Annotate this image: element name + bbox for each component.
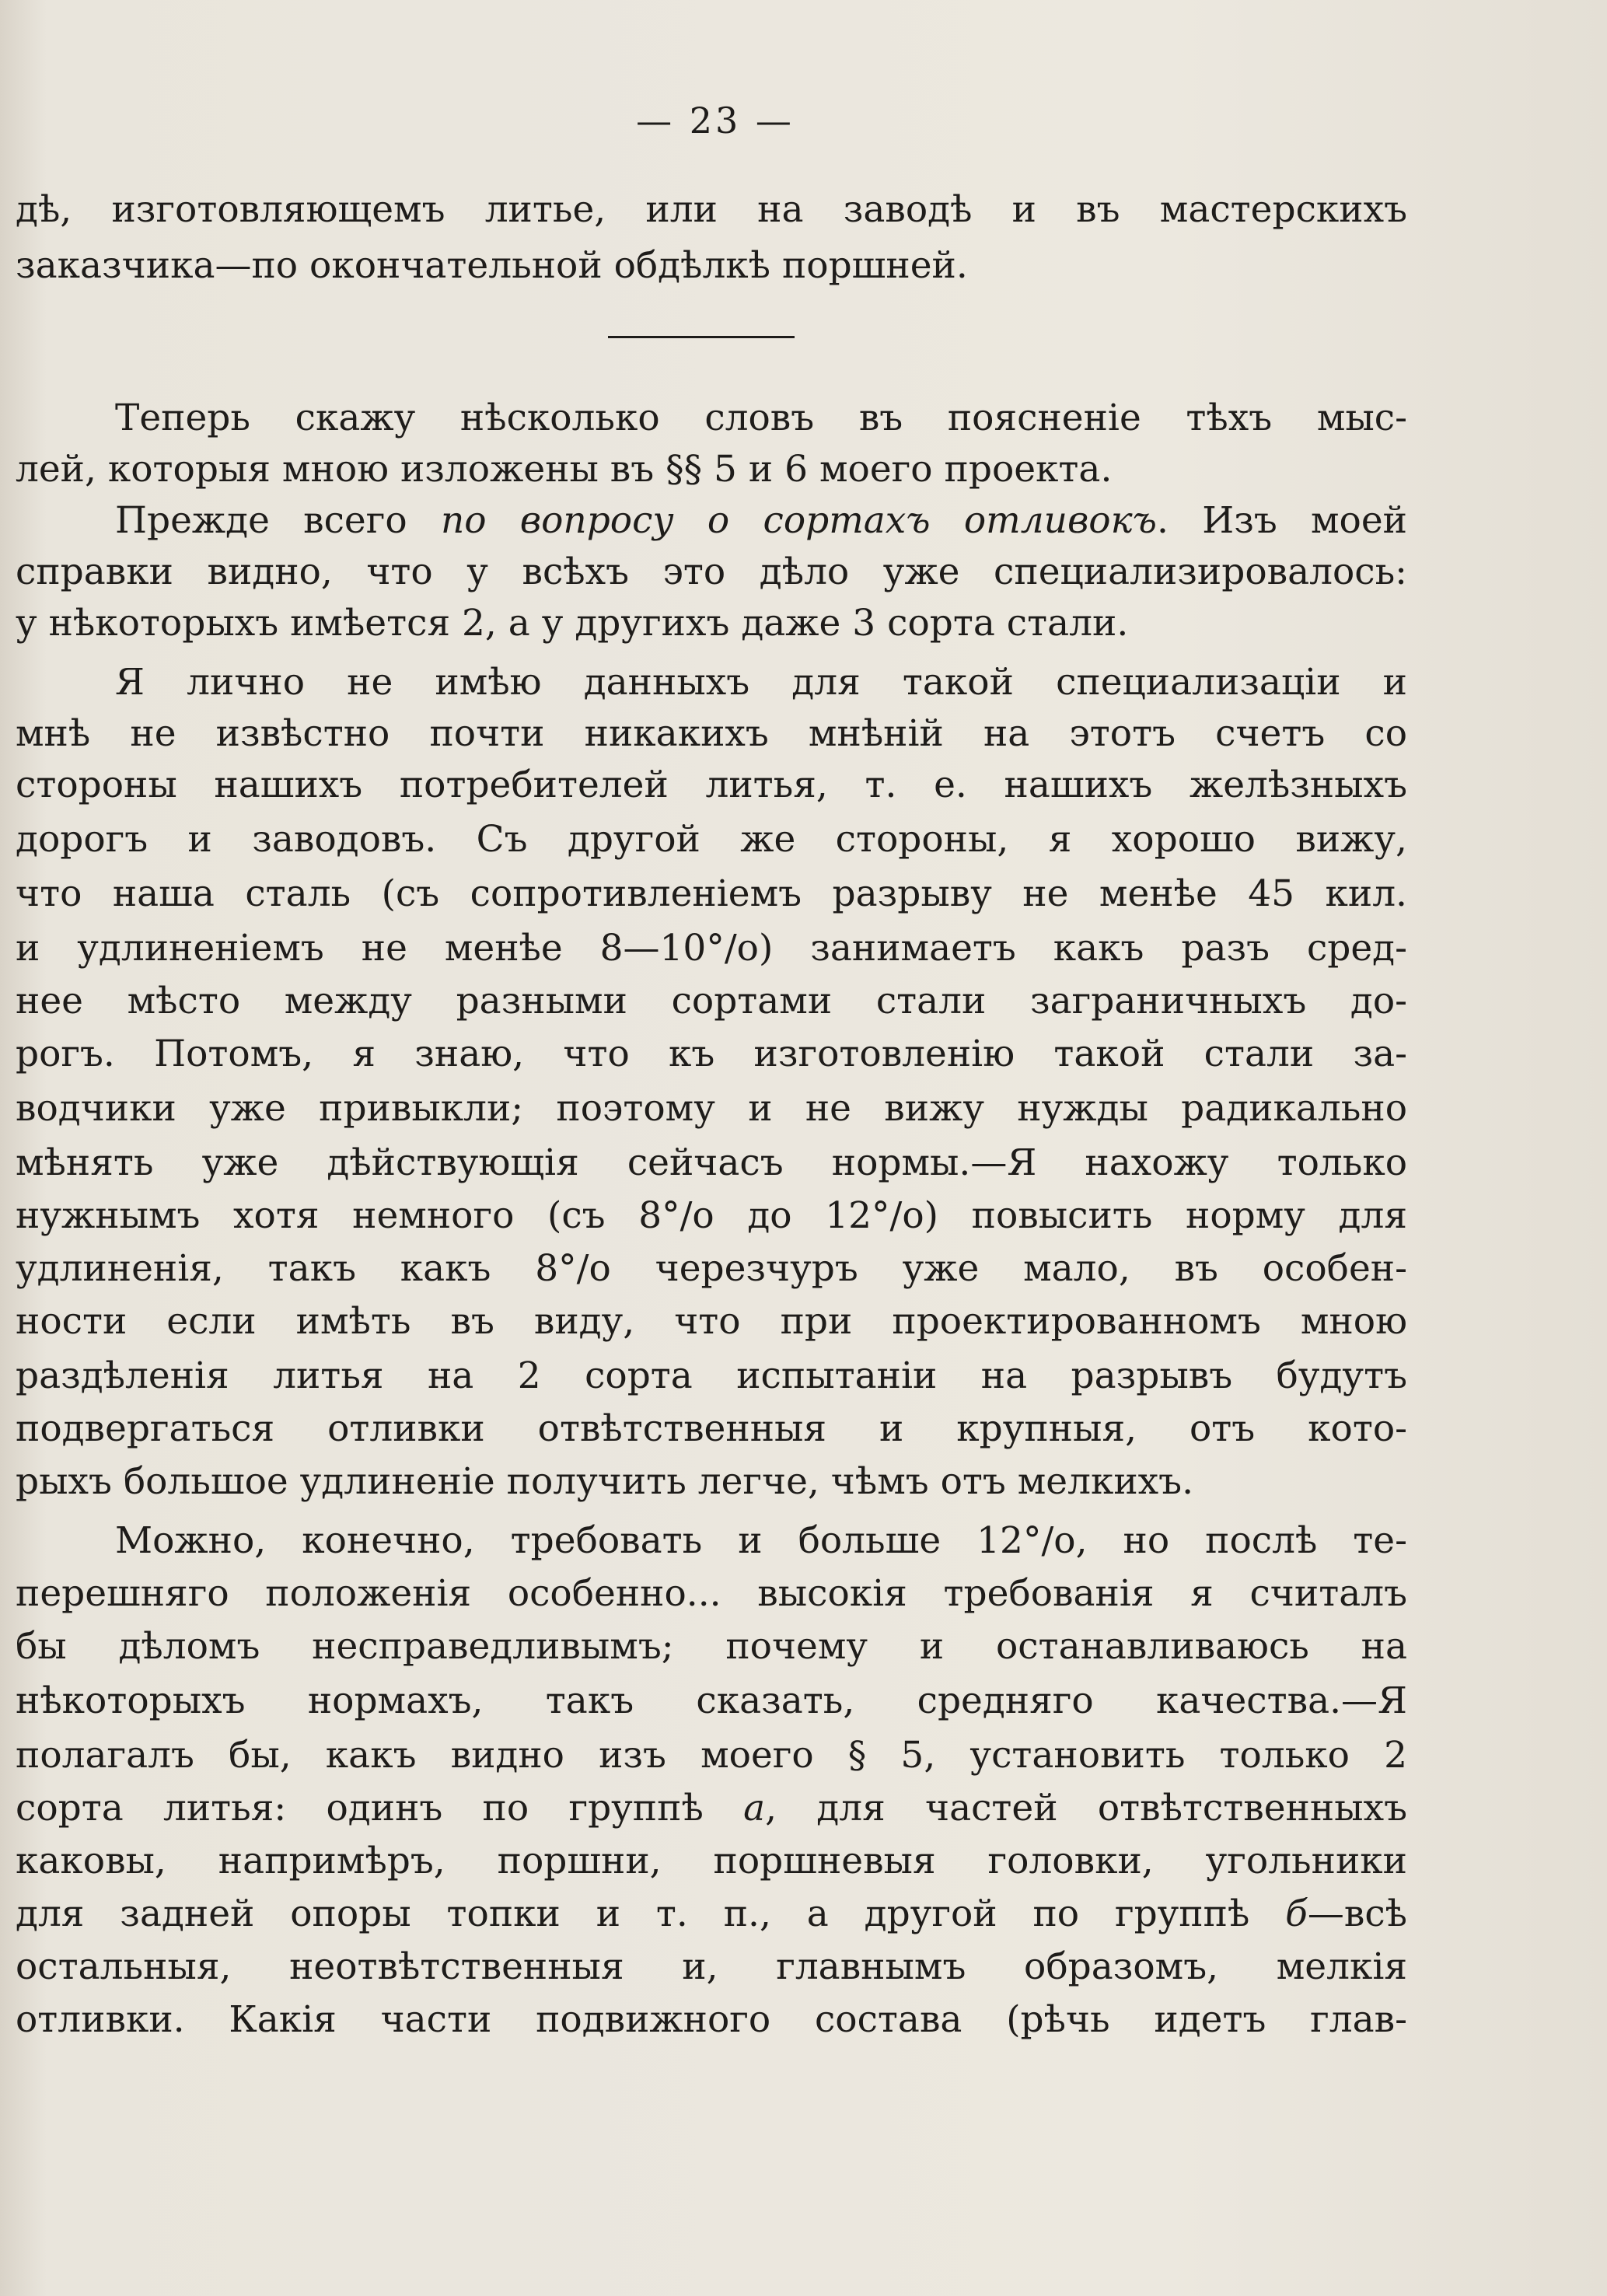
text-line-content: водчики уже привыкли; поэтому и не вижу нужды радикально bbox=[16, 1087, 1407, 1130]
text-line bbox=[16, 1623, 1407, 1670]
text-line bbox=[16, 187, 1407, 233]
text-line-content: справки видно, что у всѣхъ это дѣло уже специализировалось: bbox=[16, 550, 1407, 593]
text-line bbox=[16, 871, 1407, 917]
text-line bbox=[16, 1140, 1407, 1186]
text-line-content: полагалъ бы, какъ видно изъ моего § 5, установить только 2 bbox=[16, 1734, 1407, 1777]
text-line-content: дорогъ и заводовъ. Съ другой же стороны, я хорошо вижу, bbox=[16, 818, 1407, 861]
text-line-content: лей, которыя мною изложены въ §§ 5 и 6 моего проекта. bbox=[16, 448, 1113, 491]
text-line bbox=[115, 395, 1407, 442]
text-line-content: нѣкоторыхъ нормахъ, такъ сказать, средняго качества.—Я bbox=[16, 1679, 1407, 1722]
text-line-content: подвергаться отливки отвѣтственныя и крупныя, отъ кото- bbox=[16, 1407, 1407, 1450]
text-line-content: дѣ, изготовляющемъ литье, или на заводѣ и въ мастерскихъ bbox=[16, 188, 1407, 231]
text-line-content: Можно, конечно, требовать и больше 12°/o, но послѣ те- bbox=[115, 1519, 1407, 1562]
text-line-content: Я лично не имѣю данныхъ для такой специализаціи и bbox=[115, 661, 1407, 704]
text-line bbox=[16, 1246, 1407, 1292]
text-line bbox=[16, 1193, 1407, 1239]
text-line-content: бы дѣломъ несправедливымъ; почему и останавливаюсь на bbox=[16, 1625, 1407, 1668]
text-line-content: нужнымъ хотя немного (съ 8°/o до 12°/o) повысить норму для bbox=[16, 1194, 1407, 1237]
text-line bbox=[16, 1891, 1407, 1938]
text-line-content: мнѣ не извѣстно почти никакихъ мнѣній на этотъ счетъ со bbox=[16, 712, 1407, 755]
text-line bbox=[16, 1459, 1407, 1505]
text-line bbox=[16, 549, 1407, 596]
text-line bbox=[16, 1944, 1407, 1990]
text-line-content: стороны нашихъ потребителей литья, т. е. нашихъ желѣзныхъ bbox=[16, 764, 1407, 806]
text-line bbox=[16, 446, 1407, 493]
section-divider bbox=[608, 336, 795, 338]
text-line-content: остальныя, неотвѣтственныя и, главнымъ образомъ, мелкія bbox=[16, 1945, 1407, 1988]
text-line bbox=[16, 1571, 1407, 1617]
text-line bbox=[16, 1298, 1407, 1345]
text-line bbox=[16, 1732, 1407, 1779]
text-line bbox=[16, 243, 1407, 289]
text-line bbox=[16, 1031, 1407, 1078]
page-number: — 23 — bbox=[636, 100, 795, 142]
text-line bbox=[16, 1838, 1407, 1885]
text-line bbox=[16, 1353, 1407, 1400]
text-line bbox=[115, 498, 1407, 544]
text-line-content: у нѣкоторыхъ имѣется 2, а у другихъ даже 3 сорта стали. bbox=[16, 602, 1129, 645]
text-line-content: нее мѣсто между разными сортами стали заграничныхъ до- bbox=[16, 980, 1407, 1022]
text-line-content: рогъ. Потомъ, я знаю, что къ изготовленію такой стали за- bbox=[16, 1033, 1407, 1075]
text-line bbox=[16, 1785, 1407, 1832]
text-line bbox=[16, 978, 1407, 1025]
text-line bbox=[115, 1518, 1407, 1564]
text-line-content: отливки. Какія части подвижного состава (рѣчь идетъ глав- bbox=[16, 1998, 1407, 2041]
italic-emphasis: а bbox=[743, 1787, 766, 1829]
text-line-content: мѣнять уже дѣйствующія сейчасъ нормы.—Я нахожу только bbox=[16, 1141, 1407, 1184]
text-line-content: раздѣленія литья на 2 сорта испытаніи на разрывъ будутъ bbox=[16, 1354, 1407, 1397]
text-line bbox=[16, 816, 1407, 863]
text-line-content: каковы, напримѣръ, поршни, поршневыя головки, угольники bbox=[16, 1840, 1407, 1882]
text-line-content: для задней опоры топки и т. п., а другой по группѣ bbox=[16, 1892, 1286, 1935]
text-line-content: и удлиненіемъ не менѣе 8—10°/o) занимаетъ какъ разъ сред- bbox=[16, 927, 1407, 970]
italic-emphasis: по вопросу о сортахъ отливокъ bbox=[440, 499, 1157, 542]
text-line bbox=[16, 762, 1407, 809]
text-line-content: Прежде всего bbox=[115, 499, 441, 542]
text-line bbox=[16, 1406, 1407, 1452]
text-line-content: —всѣ bbox=[1307, 1892, 1407, 1935]
text-line-content: перешняго положенія особенно... высокія требованія я считалъ bbox=[16, 1572, 1407, 1615]
text-line bbox=[16, 925, 1407, 972]
text-line-content: . Изъ моей bbox=[1157, 499, 1407, 542]
text-line-content: удлиненія, такъ какъ 8°/o черезчуръ уже мало, въ особен- bbox=[16, 1247, 1407, 1290]
italic-emphasis: б bbox=[1285, 1892, 1308, 1935]
text-line-content: Теперь скажу нѣсколько словъ въ поясненіе тѣхъ мыс- bbox=[115, 397, 1407, 439]
text-line bbox=[115, 659, 1407, 706]
text-line-content: заказчика—по окончательной обдѣлкѣ поршней. bbox=[16, 244, 968, 287]
text-line-content: ности если имѣть въ виду, что при проектированномъ мною bbox=[16, 1300, 1407, 1343]
text-line bbox=[16, 1085, 1407, 1132]
text-line bbox=[16, 1997, 1407, 2043]
text-line bbox=[16, 600, 1407, 647]
text-line bbox=[16, 1678, 1407, 1725]
text-line-content: , для частей отвѣтственныхъ bbox=[765, 1787, 1407, 1829]
text-line-content: что наша сталь (съ сопротивленіемъ разрыву не менѣе 45 кил. bbox=[16, 872, 1407, 915]
text-line-content: сорта литья: одинъ по группѣ bbox=[16, 1787, 744, 1829]
text-line bbox=[16, 711, 1407, 757]
text-line-content: рыхъ большое удлиненіе получить легче, чѣмъ отъ мелкихъ. bbox=[16, 1460, 1194, 1503]
